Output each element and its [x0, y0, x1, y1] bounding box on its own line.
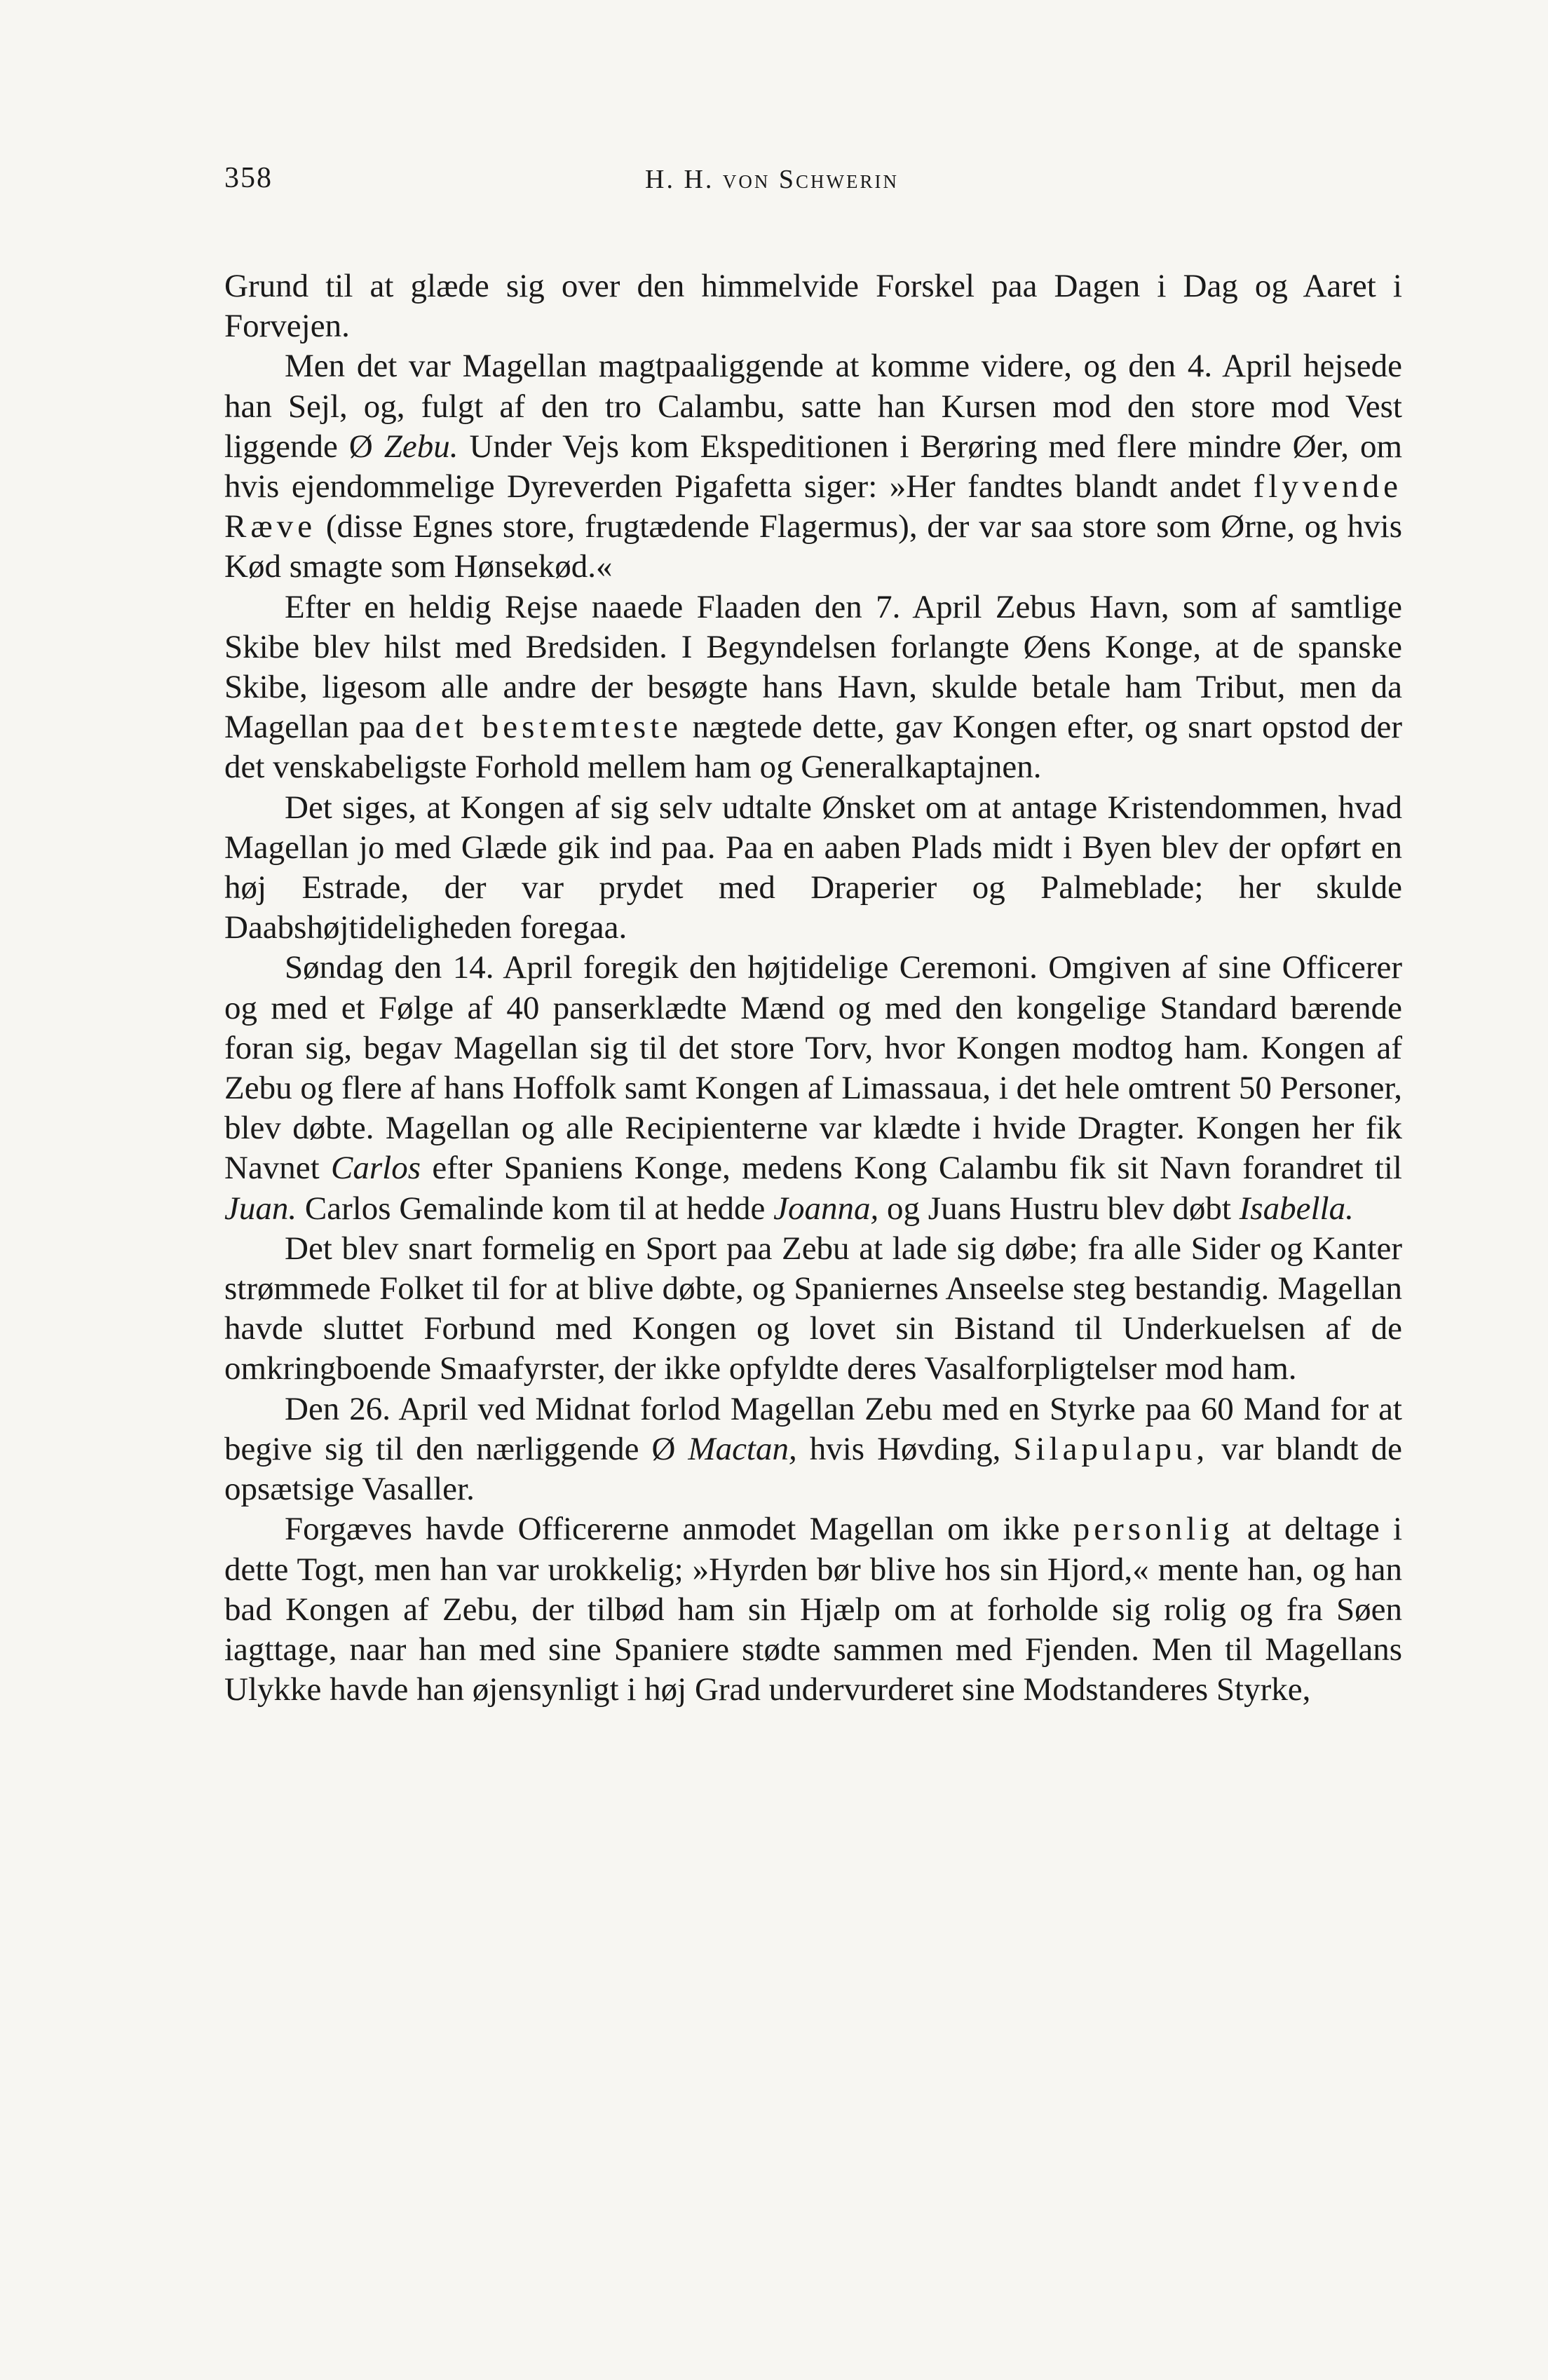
place-zebu: Zebu. [383, 428, 459, 465]
paragraph-5-text-a: Søndag den 14. April foregik den højtidelige Ceremoni. Omgiven af sine Officerer og med et Følge af 40 panserklædte Mænd og med den kongelige Standard bærende foran sig, begav Magellan sig til det store Torv, hvor Kongen modtog ham. Kongen af Zebu og flere af hans Hoffolk samt Kongen af Limassaua, i det hele omtrent 50 Personer, blev døbte. Magellan og alle Recipienterne var klædte i hvide Dragter. Kongen her fik Navnet [224, 949, 1402, 1187]
paragraph-7-text-c: var blandt de opsætsige Vasaller. [224, 1430, 1402, 1508]
paragraph-1 [224, 266, 1402, 346]
paragraph-5-text-d: og Juans Hustru blev døbt [878, 1190, 1240, 1227]
paragraph-5-text-b: efter Spaniens Konge, medens Kong Calambu fik sit Navn forandret til [421, 1150, 1402, 1187]
page-number: 358 [224, 162, 273, 194]
paragraph-7-text-a: Den 26. April ved Midnat forlod Magellan Zebu med en Styrke paa 60 Mand for at begive sig til den nærliggende Ø [224, 1390, 1402, 1467]
paragraph-8-text-a: Forgæves havde Officererne anmodet Magellan om ikke [285, 1511, 1073, 1548]
paragraph-3-text-a: Efter en heldig Rejse naaede Flaaden den 7. April Zebus Havn, som af samtlige Skibe blev hilst med Bredsiden. I Begyndelsen forlangte Øens Konge, at de spanske Skibe, ligesom alle andre der besøgte hans Havn, skulde betale ham Tribut, men da Magellan paa [224, 588, 1402, 746]
paragraph-5 [224, 948, 1402, 1228]
running-head-author: H. H. von Schwerin [645, 165, 899, 194]
paragraph-1-text: Grund til at glæde sig over den himmelvide Forskel paa Dagen i Dag og Aaret i Forvejen. [224, 268, 1402, 345]
paragraph-4 [224, 788, 1402, 948]
paragraph-2-text-a: Men det var Magellan magtpaaliggende at komme videre, og den 4. April hejsede han Sejl, og, fulgt af den tro Calambu, satte han Kursen mod den store mod Vest liggende Ø [224, 348, 1402, 465]
name-joanna: Joanna, [773, 1190, 879, 1227]
paragraph-2 [224, 346, 1402, 587]
body-text [224, 266, 1402, 1710]
name-carlos: Carlos [331, 1150, 421, 1187]
spaced-flyvende-raeve: flyvende Ræve [224, 468, 1402, 545]
paragraph-2-text-b: Under Vejs kom Ekspeditionen i Berøring med flere mindre Øer, om hvis ejendommelige Dyreverden Pigafetta siger: »Her fandtes blandt andet [224, 428, 1403, 505]
name-juan: Juan. [224, 1190, 297, 1227]
paragraph-3-text-b: nægtede dette, gav Kongen efter, og snart opstod der det venskabeligste Forhold mellem ham og Generalkaptajnen. [224, 709, 1402, 786]
running-head [224, 161, 1402, 217]
paragraph-5-text-c: Carlos Gemalinde kom til at hedde [297, 1190, 774, 1227]
paragraph-6 [224, 1229, 1402, 1389]
paragraph-2-text-c: (disse Egnes store, frugtædende Flagermus), der var saa store som Ørne, og hvis Kød smagte som Hønsekød.« [224, 508, 1402, 585]
paragraph-6-text: Det blev snart formelig en Sport paa Zebu at lade sig døbe; fra alle Sider og Kanter strømmede Folket til for at blive døbte, og Spaniernes Anseelse steg bestandig. Magellan havde sluttet Forbund med Kongen og lovet sin Bistand til Underkuelsen af de omkringboende Smaafyrster, der ikke opfyldte deres Vasalforpligtelser mod ham. [224, 1230, 1402, 1387]
paragraph-7-text-b: hvis Høvding, [796, 1430, 1014, 1467]
paragraph-4-text: Det siges, at Kongen af sig selv udtalte Ønsket om at antage Kristendommen, hvad Magellan jo med Glæde gik ind paa. Paa en aaben Plads midt i Byen blev der opført en høj Estrade, der var prydet med Draperier og Palmeblade; her skulde Daabshøjtideligheden foregaa. [224, 789, 1402, 946]
paragraph-3 [224, 587, 1402, 788]
spaced-personlig: personlig [1073, 1511, 1234, 1548]
name-isabella: Isabella. [1239, 1190, 1354, 1227]
spaced-det-bestemteste: det bestemteste [414, 709, 683, 746]
spaced-silapulapu: Silapulapu, [1013, 1430, 1209, 1467]
paragraph-8-text-b: at deltage i dette Togt, men han var urokkelig; »Hyrden bør blive hos sin Hjord,« mente han, og han bad Kongen af Zebu, der tilbød ham sin Hjælp om at forholde sig rolig og fra Søen iagttage, naar han med sine Spaniere stødte sammen med Fjenden. Men til Magellans Ulykke havde han øjensynligt i høj Grad undervurderet sine Modstanderes Styrke, [224, 1511, 1402, 1708]
paragraph-8 [224, 1509, 1402, 1710]
paragraph-7 [224, 1389, 1402, 1510]
book-page [224, 161, 1402, 1710]
place-mactan: Mactan, [688, 1430, 797, 1467]
